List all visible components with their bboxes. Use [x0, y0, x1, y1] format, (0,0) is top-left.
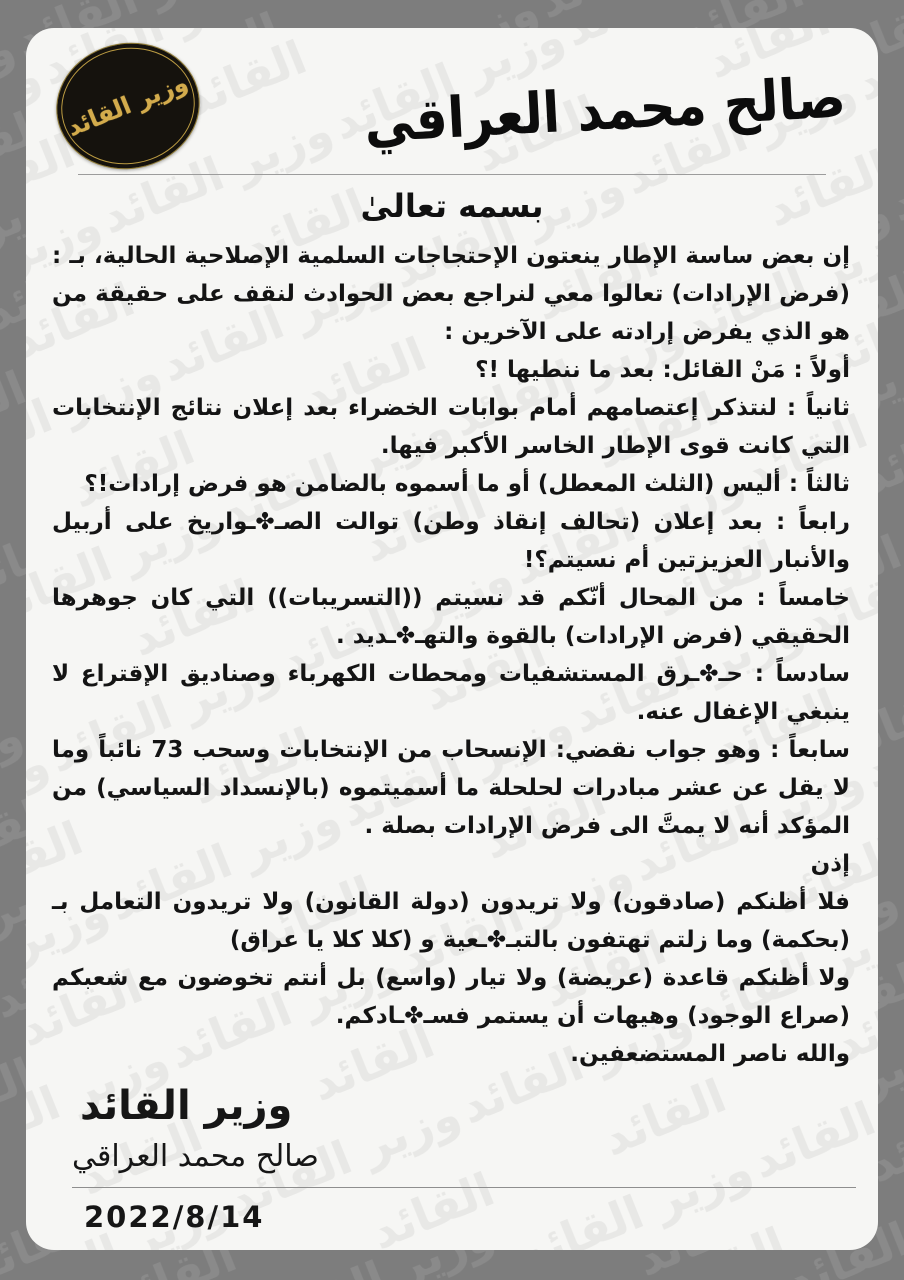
statement-date: 2022/8/14 — [84, 1200, 265, 1234]
signature-block — [46, 1084, 858, 1238]
point-seventh: سابعاً : وهو جواب نقضي: الإنسحاب من الإنتخابات وسحب 73 نائباً وما لا يقل عن عشر مبادرات لحلحلة ما أسميتموه (بالإنسداد السياسي) من المؤكد أنه لا يمتَّ الى فرض الإرادات بصلة . — [52, 737, 850, 839]
document-header — [46, 48, 858, 164]
statement-card — [26, 28, 878, 1250]
basmala-heading: بسمه تعالىٰ — [360, 187, 544, 225]
point-fourth: رابعاً : بعد إعلان (تحالف إنقاذ وطن) توالت الصـ✤ـواريخ على أربيل والأنبار العزيزتين أم نسيتم؟! — [52, 509, 850, 573]
intro-paragraph: إن بعض ساسة الإطار ينعتون الإحتجاجات السلمية الإصلاحية الحالية، بـ : (فرض الإرادات) تعالوا معي لنراجع بعض الحوادث لنقف على حقيقة من هو الذي يفرض إرادته على الآخرين : — [52, 243, 850, 345]
conclusion-1: فلا أظنكم (صادقون) ولا تريدون (دولة القانون) ولا تريدون التعامل بـ (بحكمة) وما زلتم تهتفون بالتبـ✤ـعية و (كلا كلا يا عراق) — [52, 889, 850, 953]
conclusion-2: ولا أظنكم قاعدة (عريضة) ولا تيار (واسع) بل أنتم تخوضون مع شعبكم (صراع الوجود) وهيهات أن يستمر فسـ✤ـادكم. — [52, 965, 850, 1029]
signature-name: صالح محمد العراقي — [72, 1139, 319, 1174]
statement-body — [46, 237, 858, 1073]
card-content — [26, 28, 878, 1250]
leader-minister-seal-icon — [46, 31, 210, 180]
point-fifth: خامساً : من المحال أنّكم قد نسيتم ((التسريبات)) التي كان جوهرها الحقيقي (فرض الإرادات) بالقوة والتهـ✤ـديد . — [52, 585, 850, 649]
signature-title: وزير القائد — [80, 1083, 293, 1129]
seal-text: وزير القائد — [63, 68, 193, 143]
closing-line: والله ناصر المستضعفين. — [570, 1041, 850, 1067]
point-third: ثالثاً : أليس (الثلث المعطل) أو ما أسموه بالضامن هو فرض إرادات!؟ — [84, 471, 850, 497]
footer-divider — [72, 1187, 856, 1188]
point-sixth: سادساً : حـ✤ـرق المستشفيات ومحطات الكهرباء وصناديق الإقتراع لا ينبغي الإغفال عنه. — [52, 661, 850, 725]
conclusion-intro: إذن — [810, 851, 850, 877]
calligraphy-signature-logo: صالح محمد العراقي — [362, 64, 848, 156]
point-first: أولاً : مَنْ القائل: بعد ما ننطيها !؟ — [475, 357, 850, 383]
header-divider — [78, 174, 826, 175]
point-second: ثانياً : لنتذكر إعتصامهم أمام بوابات الخضراء بعد إعلان نتائج الإنتخابات التي كانت قوى الإطار الخاسر الأكبر فيها. — [52, 395, 850, 459]
